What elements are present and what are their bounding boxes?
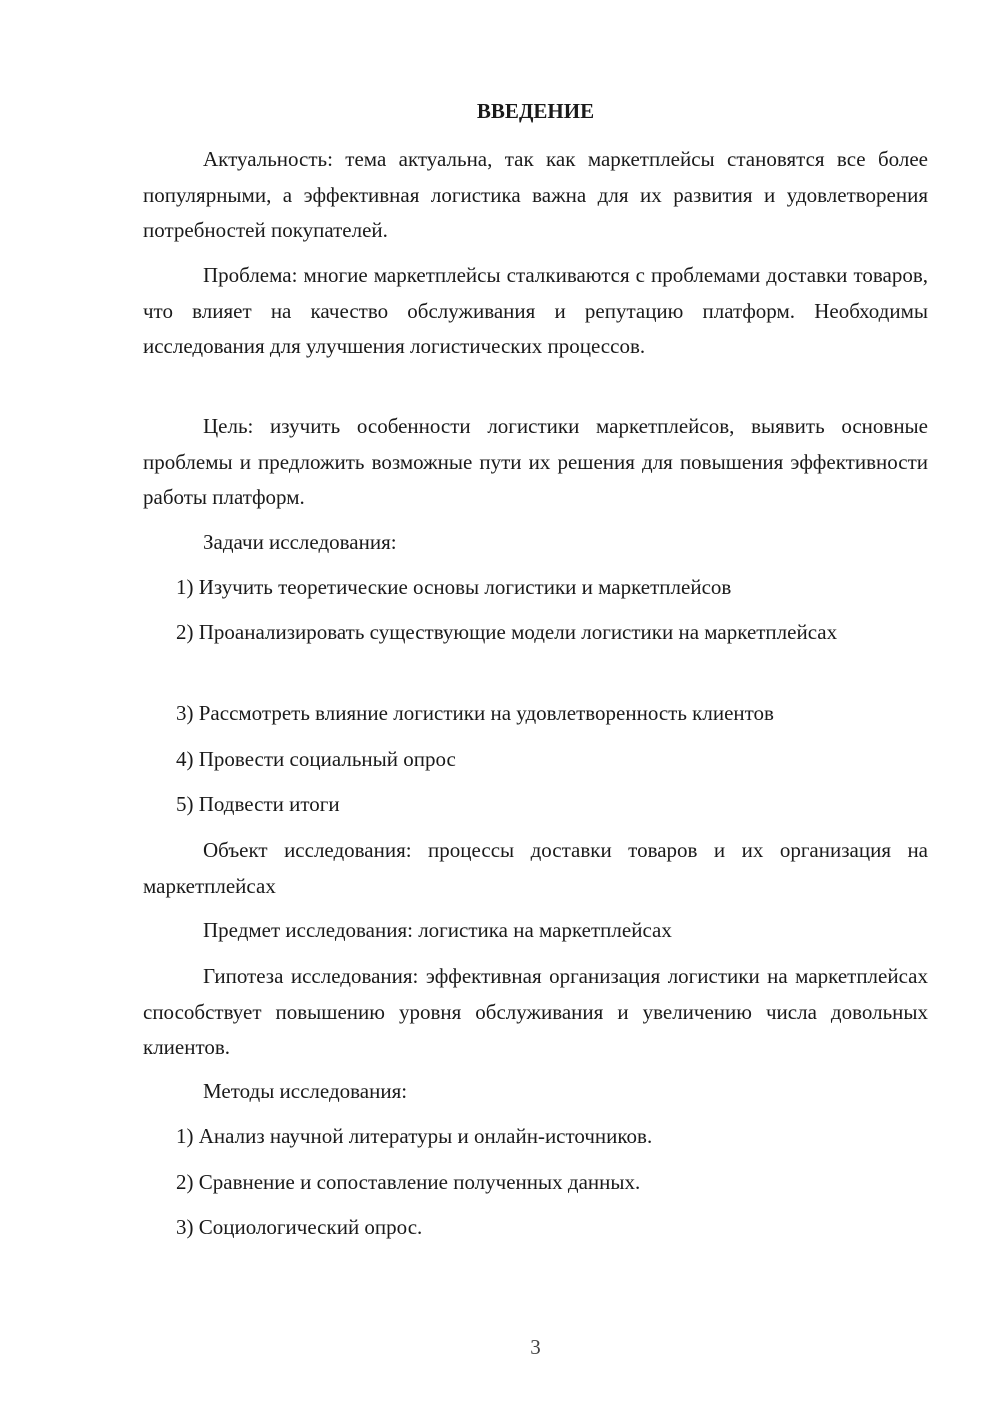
goal-paragraph: Цель: изучить особенности логистики маркетплейсов, выявить основные проблемы и предложить возможные пути их решения для повышения эффективности работы платформ. [143, 414, 928, 509]
task-item-5: 5) Подвести итоги [176, 792, 340, 816]
task-item-1: 1) Изучить теоретические основы логистики и маркетплейсов [176, 575, 732, 599]
page-number: 3 [530, 1335, 541, 1359]
task-item-4: 4) Провести социальный опрос [176, 747, 456, 771]
subject-paragraph: Предмет исследования: логистика на маркетплейсах [203, 918, 672, 942]
methods-heading: Методы исследования: [203, 1079, 408, 1103]
task-item-3: 3) Рассмотреть влияние логистики на удовлетворенность клиентов [176, 701, 774, 725]
relevance-paragraph: Актуальность: тема актуальна, так как маркетплейсы становятся все более популярными, а эффективная логистика важна для их развития и удовлетворения потребностей покупателей. [143, 147, 928, 242]
hypothesis-paragraph: Гипотеза исследования: эффективная организация логистики на маркетплейсах способствует повышению уровня обслуживания и увеличению числа довольных клиентов. [143, 964, 928, 1059]
section-heading: ВВЕДЕНИЕ [476, 99, 595, 123]
method-item-2: 2) Сравнение и сопоставление полученных данных. [176, 1170, 641, 1194]
task-item-2: 2) Проанализировать существующие модели логистики на маркетплейсах [176, 620, 838, 644]
tasks-heading: Задачи исследования: [203, 530, 397, 554]
problem-paragraph: Проблема: многие маркетплейсы сталкиваются с проблемами доставки товаров, что влияет на качество обслуживания и репутацию платформ. Необходимы исследования для улучшения логистических процессов. [143, 263, 928, 358]
object-paragraph: Объект исследования: процессы доставки товаров и их организация на маркетплейсах [143, 838, 928, 898]
method-item-3: 3) Социологический опрос. [176, 1215, 423, 1239]
method-item-1: 1) Анализ научной литературы и онлайн-источников. [176, 1124, 653, 1148]
